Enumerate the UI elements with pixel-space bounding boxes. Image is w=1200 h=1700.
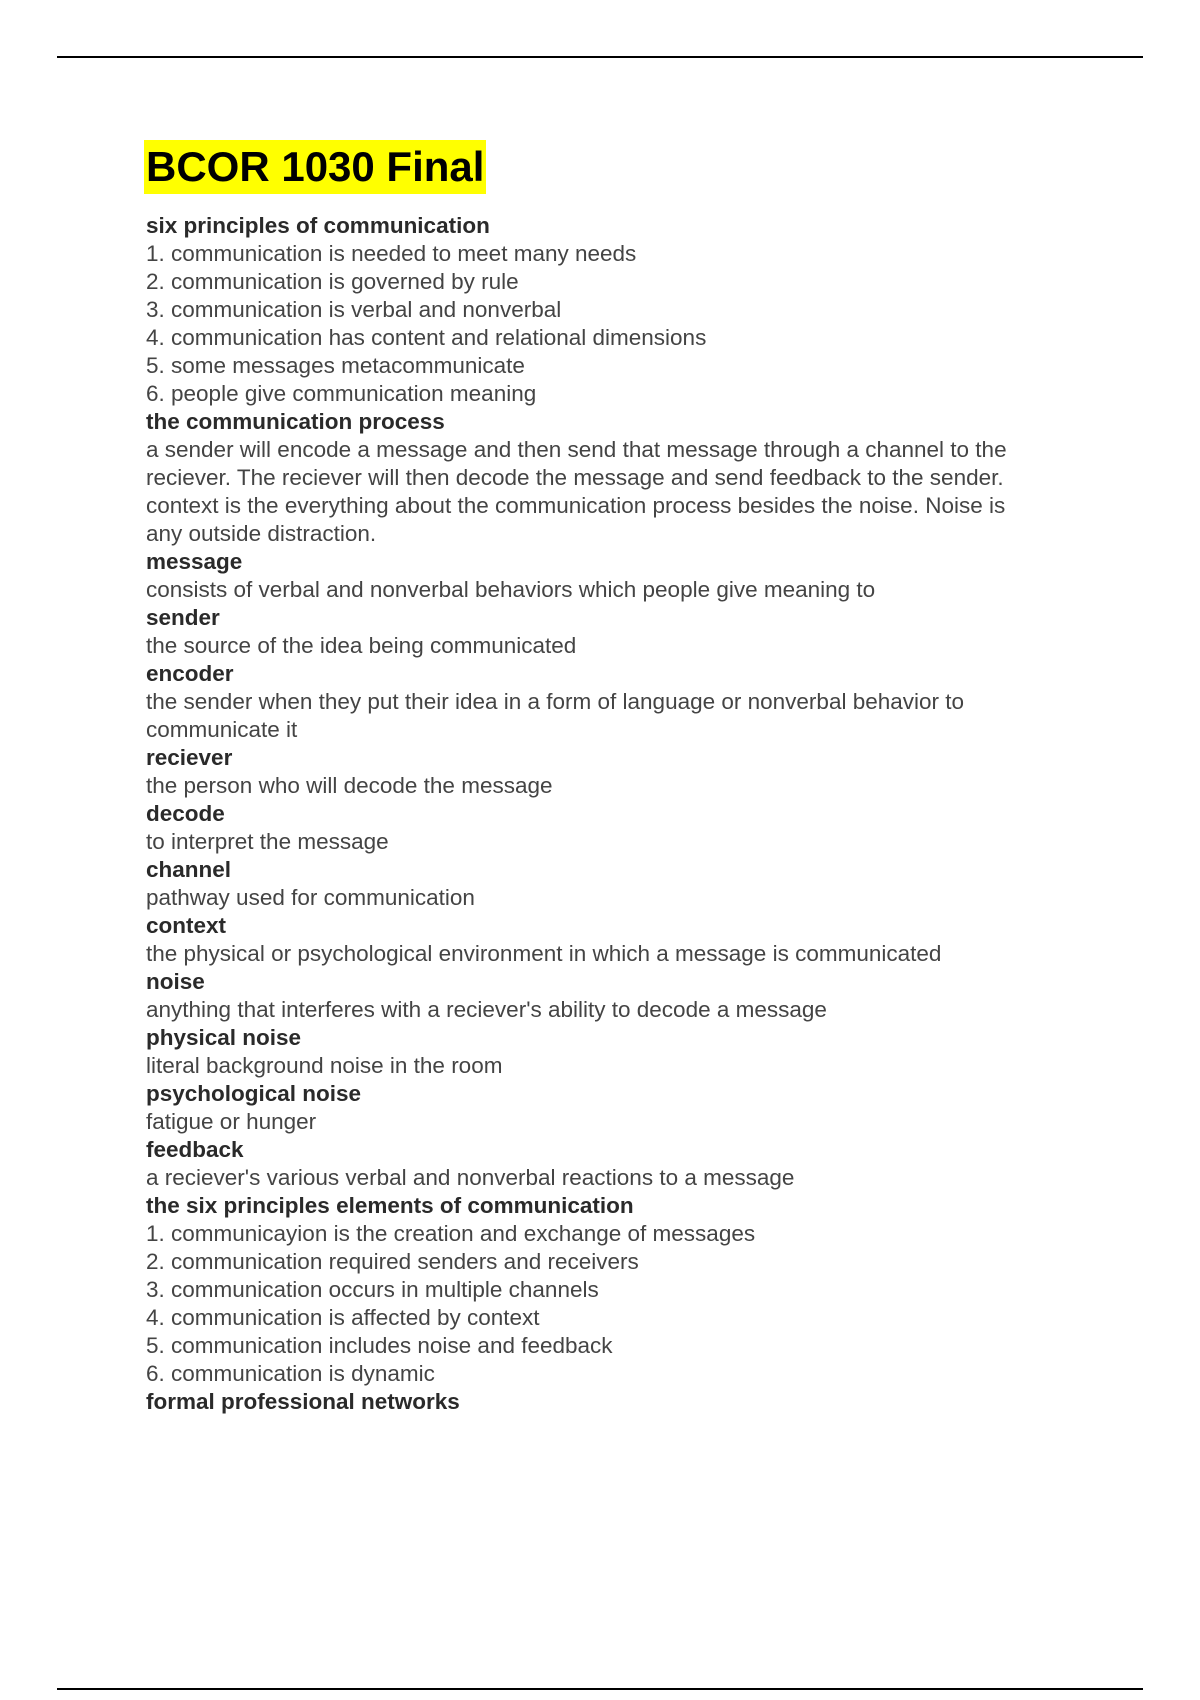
definition-line: any outside distraction. bbox=[146, 521, 377, 546]
term-heading: noise bbox=[146, 969, 205, 994]
term-heading: formal professional networks bbox=[146, 1389, 460, 1414]
definition-line: to interpret the message bbox=[146, 829, 389, 854]
definition-line: fatigue or hunger bbox=[146, 1109, 317, 1134]
document-body bbox=[146, 140, 1086, 1416]
term-heading: channel bbox=[146, 857, 232, 882]
term-definition bbox=[146, 436, 1086, 548]
definition-line: 6. communication is dynamic bbox=[146, 1361, 435, 1386]
term-heading: encoder bbox=[146, 661, 234, 686]
definition-line: 2. communication is governed by rule bbox=[146, 269, 519, 294]
term-definition bbox=[146, 828, 1086, 856]
term-definition bbox=[146, 1052, 1086, 1080]
term-definition bbox=[146, 240, 1086, 408]
term-definition bbox=[146, 996, 1086, 1024]
document-title: BCOR 1030 Final bbox=[144, 140, 486, 194]
definition-line: 6. people give communication meaning bbox=[146, 381, 537, 406]
term-definition bbox=[146, 1108, 1086, 1136]
definition-line: 3. communication occurs in multiple channels bbox=[146, 1277, 599, 1302]
definition-line: 1. communication is needed to meet many needs bbox=[146, 241, 637, 266]
term-heading: physical noise bbox=[146, 1025, 302, 1050]
term-heading: message bbox=[146, 549, 243, 574]
definition-line: the sender when they put their idea in a form of language or nonverbal behavior to bbox=[146, 689, 965, 714]
definition-line: consists of verbal and nonverbal behaviors which people give meaning to bbox=[146, 577, 876, 602]
definition-line: 3. communication is verbal and nonverbal bbox=[146, 297, 562, 322]
definition-line: 2. communication required senders and receivers bbox=[146, 1249, 639, 1274]
definition-line: anything that interferes with a reciever's ability to decode a message bbox=[146, 997, 827, 1022]
definition-line: 4. communication has content and relational dimensions bbox=[146, 325, 707, 350]
term-definition bbox=[146, 940, 1086, 968]
definition-line: 5. some messages metacommunicate bbox=[146, 353, 525, 378]
definition-line: 1. communicayion is the creation and exchange of messages bbox=[146, 1221, 756, 1246]
term-definition bbox=[146, 688, 1086, 744]
definition-line: a reciever's various verbal and nonverbal reactions to a message bbox=[146, 1165, 795, 1190]
bottom-page-rule bbox=[57, 1688, 1143, 1690]
definition-line: the source of the idea being communicated bbox=[146, 633, 577, 658]
term-definition bbox=[146, 632, 1086, 660]
term-heading: six principles of communication bbox=[146, 213, 490, 238]
term-definition bbox=[146, 1220, 1086, 1388]
definition-line: 5. communication includes noise and feedback bbox=[146, 1333, 613, 1358]
definition-line: literal background noise in the room bbox=[146, 1053, 503, 1078]
definition-line: the person who will decode the message bbox=[146, 773, 553, 798]
term-heading: the communication process bbox=[146, 409, 445, 434]
definition-line: the physical or psychological environment in which a message is communicated bbox=[146, 941, 942, 966]
definition-line: reciever. The reciever will then decode the message and send feedback to the sender. bbox=[146, 465, 1004, 490]
term-heading: decode bbox=[146, 801, 225, 826]
definition-line: a sender will encode a message and then send that message through a channel to the bbox=[146, 437, 1007, 462]
definition-line: pathway used for communication bbox=[146, 885, 475, 910]
term-heading: the six principles elements of communication bbox=[146, 1193, 634, 1218]
flashcard-list bbox=[146, 212, 1086, 1416]
term-definition bbox=[146, 772, 1086, 800]
top-page-rule bbox=[57, 56, 1143, 58]
definition-line: context is the everything about the communication process besides the noise. Noise is bbox=[146, 493, 1006, 518]
term-definition bbox=[146, 884, 1086, 912]
term-heading: feedback bbox=[146, 1137, 244, 1162]
term-definition bbox=[146, 576, 1086, 604]
term-heading: sender bbox=[146, 605, 220, 630]
term-definition bbox=[146, 1164, 1086, 1192]
definition-line: communicate it bbox=[146, 717, 298, 742]
definition-line: 4. communication is affected by context bbox=[146, 1305, 540, 1330]
term-heading: psychological noise bbox=[146, 1081, 362, 1106]
term-heading: context bbox=[146, 913, 227, 938]
term-heading: reciever bbox=[146, 745, 233, 770]
